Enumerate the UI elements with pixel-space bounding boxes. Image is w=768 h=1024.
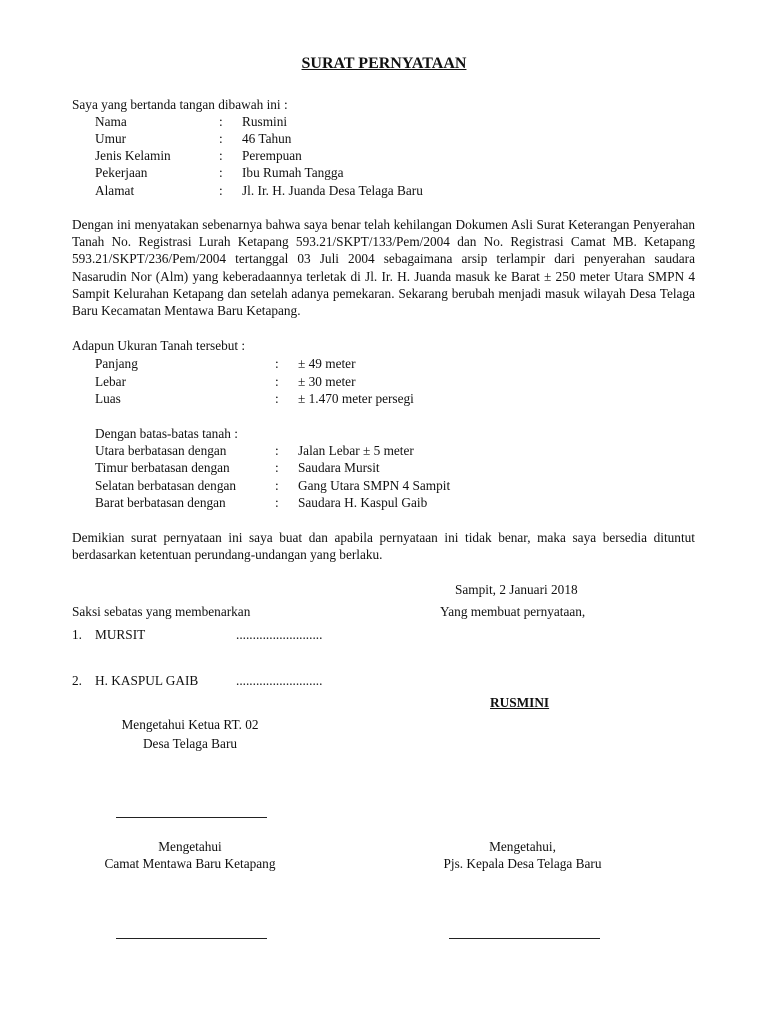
witness-signature-dots: .......................... [236,673,323,688]
witness-name: MURSIT [95,627,146,642]
size-sep: : [275,356,279,371]
size-label: Luas [95,391,121,406]
maker-heading: Yang membuat pernyataan, [440,604,586,619]
size-sep: : [275,391,279,406]
witness-number: 1. [72,627,82,642]
witness-number: 2. [72,673,82,688]
border-sep: : [275,478,279,493]
size-value: ± 30 meter [298,374,356,389]
size-sep: : [275,374,279,389]
identity-label: Alamat [95,183,135,198]
identity-sep: : [219,183,223,198]
size-value: ± 1.470 meter persegi [298,391,414,406]
closing-paragraph: Demikian surat pernyataan ini saya buat dan apabila pernyataan ini tidak benar, maka saya bersedia dituntut berdasarkan ketentuan perundang-undangan yang berlaku. [72,530,695,563]
border-label: Timur berbatasan dengan [95,460,230,475]
camat-line-2: Camat Mentawa Baru Ketapang [104,856,276,871]
identity-value: Rusmini [242,114,288,129]
maker-name: RUSMINI [490,695,550,710]
identity-label: Jenis Kelamin [95,148,171,163]
border-value: Gang Utara SMPN 4 Sampit [298,478,451,493]
camat-line-1: Mengetahui [158,839,222,854]
border-label: Selatan berbatasan dengan [95,478,237,493]
camat-signature-line [116,938,267,939]
statement-paragraph: Dengan ini menyatakan sebenarnya bahwa saya benar telah kehilangan Dokumen Asli Surat Keterangan Penyerahan Tanah No. Registrasi Lurah Ketapang 593.21/SKPT/133/Pem/2004 dan No. Registrasi Camat MB. Ketapang 593.21/SKPT/236/Pem/2004 tertanggal 03 Juli 2004 sebagaimana arsip terlampir dari penyerahan saudara Nasarudin Nor (Alm) yang keberadaannya terletak di Jl. Ir. H. Juanda masuk ke Barat ± 250 meter Utara SMPN 4 Sampit Kelurahan Ketapang dan setelah adanya pemekaran. Sekarang berubah menjadi masuk wilayah Desa Telaga Baru Kecamatan Mentawa Baru Ketapang. [72,217,695,319]
kades-signature-line [449,938,600,939]
kades-line-1: Mengetahui, [489,839,556,854]
border-value: Jalan Lebar ± 5 meter [298,443,414,458]
border-label: Utara berbatasan dengan [95,443,227,458]
size-label: Lebar [95,374,127,389]
witness-signature-dots: .......................... [236,627,323,642]
border-sep: : [275,460,279,475]
rt-line-2: Desa Telaga Baru [142,736,238,751]
identity-label: Pekerjaan [95,165,148,180]
witness-heading: Saksi sebatas yang membenarkan [72,604,251,619]
identity-label: Nama [95,114,127,129]
size-value: ± 49 meter [298,356,356,371]
identity-sep: : [219,114,223,129]
border-value: Saudara H. Kaspul Gaib [298,495,428,510]
border-sep: : [275,443,279,458]
identity-value: 46 Tahun [242,131,292,146]
intro-text: Saya yang bertanda tangan dibawah ini : [72,97,288,112]
border-value: Saudara Mursit [298,460,380,475]
witness-name: H. KASPUL GAIB [95,673,199,688]
size-label: Panjang [95,356,138,371]
identity-value: Ibu Rumah Tangga [242,165,344,180]
document-title: SURAT PERNYATAAN [301,55,467,72]
identity-value: Perempuan [242,148,302,163]
identity-label: Umur [95,131,127,146]
rt-signature-line [116,817,267,818]
place-date: Sampit, 2 Januari 2018 [455,582,578,597]
border-sep: : [275,495,279,510]
rt-line-1: Mengetahui Ketua RT. 02 [121,717,259,732]
identity-value: Jl. Ir. H. Juanda Desa Telaga Baru [242,183,423,198]
border-heading: Dengan batas-batas tanah : [95,426,238,441]
kades-line-2: Pjs. Kepala Desa Telaga Baru [443,856,602,871]
identity-sep: : [219,131,223,146]
identity-sep: : [219,148,223,163]
size-heading: Adapun Ukuran Tanah tersebut : [72,338,246,353]
identity-sep: : [219,165,223,180]
border-label: Barat berbatasan dengan [95,495,226,510]
